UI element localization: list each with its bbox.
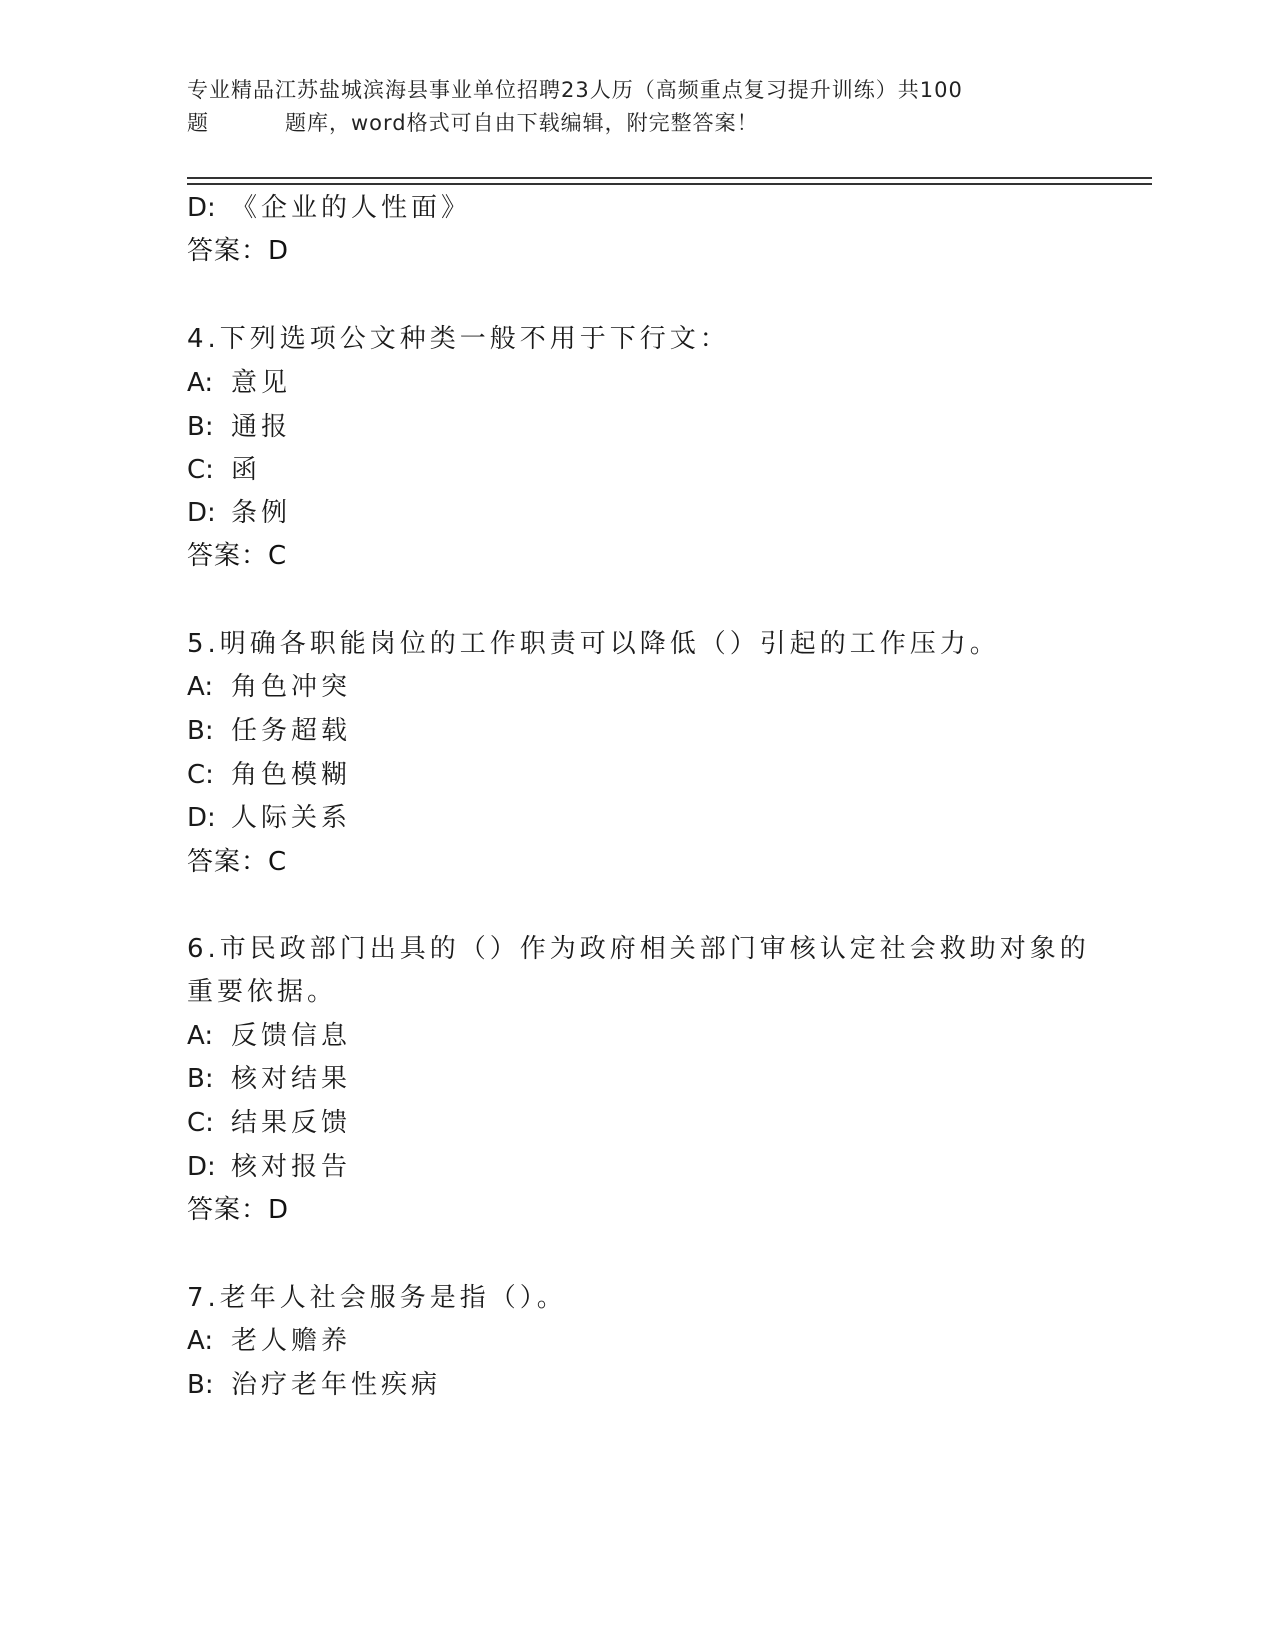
q5-option-d <box>187 801 351 835</box>
q5-option-b <box>187 714 351 748</box>
option-text: 老人赡养 <box>231 1326 352 1356</box>
q5-answer: 答案：C <box>187 847 288 877</box>
q6-option-d <box>187 1150 351 1184</box>
option-text: 核对结果 <box>231 1064 352 1094</box>
option-text: 核对报告 <box>231 1152 352 1182</box>
option-label: C: <box>187 760 214 790</box>
option-label: D: <box>187 1152 216 1182</box>
q4-option-c <box>187 453 261 487</box>
header-title-line1: 专业精品江苏盐城滨海县事业单位招聘23人历（高频重点复习提升训练）共100 <box>187 78 963 102</box>
header-line2-rest: 题库，word格式可自由下载编辑，附完整答案！ <box>285 111 759 135</box>
q5-question: 5.明确各职能岗位的工作职责可以降低（）引起的工作压力。 <box>187 629 1000 659</box>
q7-option-b <box>187 1368 441 1402</box>
q3-option-d <box>187 191 471 225</box>
q5-option-c <box>187 758 351 792</box>
option-text: 通报 <box>231 412 292 442</box>
option-label: D: <box>187 193 216 223</box>
option-text: 函 <box>231 455 262 485</box>
option-label: A: <box>187 1021 214 1051</box>
option-text: 角色模糊 <box>231 760 352 790</box>
option-text: 《企业的人性面》 <box>231 193 472 223</box>
header-divider-bottom <box>187 183 1152 185</box>
option-text: 任务超载 <box>231 716 352 746</box>
option-text: 角色冲突 <box>231 672 352 702</box>
q4-question: 4.下列选项公文种类一般不用于下行文： <box>187 324 730 354</box>
q6-question-line1: 6.市民政部门出具的（）作为政府相关部门审核认定社会救助对象的 <box>187 934 1090 964</box>
q3-answer: 答案：D <box>187 236 290 266</box>
option-label: B: <box>187 1064 214 1094</box>
q7-option-a <box>187 1324 351 1358</box>
q4-option-b <box>187 410 291 444</box>
q6-answer: 答案：D <box>187 1195 290 1225</box>
option-label: C: <box>187 1108 214 1138</box>
q6-option-a <box>187 1019 351 1053</box>
q6-question-line2: 重要依据。 <box>187 977 338 1007</box>
option-label: D: <box>187 498 216 528</box>
q7-question: 7.老年人社会服务是指（）。 <box>187 1283 567 1313</box>
header-title-line2 <box>187 107 1067 140</box>
option-text: 结果反馈 <box>231 1108 352 1138</box>
option-label: B: <box>187 1370 214 1400</box>
option-label: C: <box>187 455 214 485</box>
option-label: A: <box>187 368 214 398</box>
option-label: A: <box>187 672 214 702</box>
option-text: 意见 <box>231 368 292 398</box>
option-label: D: <box>187 803 216 833</box>
option-text: 人际关系 <box>231 803 352 833</box>
q6-option-c <box>187 1106 351 1140</box>
option-text: 反馈信息 <box>231 1021 352 1051</box>
q4-option-a <box>187 366 291 400</box>
q4-answer: 答案：C <box>187 541 288 571</box>
q4-option-d <box>187 496 291 530</box>
option-label: B: <box>187 412 214 442</box>
header-line2-start: 题 <box>187 111 209 135</box>
q6-option-b <box>187 1062 351 1096</box>
option-label: B: <box>187 716 214 746</box>
document-header <box>187 74 1067 140</box>
option-text: 治疗老年性疾病 <box>231 1370 442 1400</box>
q5-option-a <box>187 670 351 704</box>
option-text: 条例 <box>231 498 292 528</box>
option-label: A: <box>187 1326 214 1356</box>
header-divider-top <box>187 177 1152 179</box>
